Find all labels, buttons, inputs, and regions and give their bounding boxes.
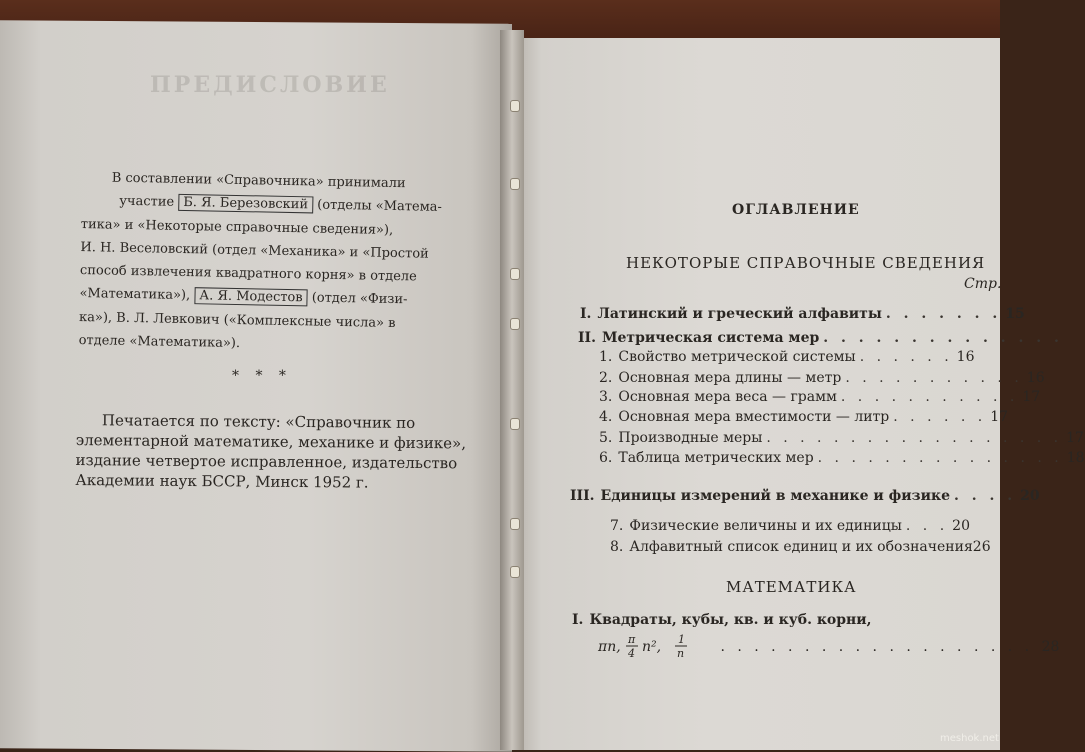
section-heading-math: МАТЕМАТИКА xyxy=(726,578,857,596)
toc-entry-title: Основная мера веса — грамм xyxy=(618,389,837,405)
toc-entry-title: Основная мера вместимости — литр xyxy=(618,409,890,425)
toc-entry-page: 16 xyxy=(956,349,975,365)
toc-entry xyxy=(599,349,974,365)
toc-entry-number: 1. xyxy=(599,349,613,365)
print-note-line: Академии наук БССР, Минск 1952 г. xyxy=(75,470,369,492)
asterism: * * * xyxy=(232,368,292,384)
toc-entry-page: 20 xyxy=(952,518,970,534)
toc-entry-title: Метрическая система мер xyxy=(601,330,820,346)
svg-text:πn,: πn, xyxy=(598,639,621,655)
book-spine xyxy=(500,30,524,750)
toc-entry-page: 16 xyxy=(1026,370,1045,386)
dot-leader: . . . . . . . . . . . xyxy=(845,370,1023,386)
svg-text:π: π xyxy=(628,633,636,646)
print-note-line: элементарной математике, механике и физике», xyxy=(75,430,467,453)
dot-leader: . . . . . . xyxy=(893,409,987,425)
binding-stitch xyxy=(510,518,520,530)
binding-stitch xyxy=(510,100,520,112)
svg-text:1: 1 xyxy=(678,633,685,646)
toc-entry-title: Алфавитный список единиц и их обозначения xyxy=(629,539,973,555)
toc-title: ОГЛАВЛЕНИЕ xyxy=(732,202,860,218)
toc-entry-page: 17 xyxy=(990,409,1009,425)
credits-line: «Математика»), xyxy=(79,286,191,304)
dot-leader: . . . . . . . . . . . . . . . xyxy=(817,450,1063,466)
toc-entry xyxy=(610,518,970,534)
toc-entry-number: I. xyxy=(572,612,584,628)
svg-text:4: 4 xyxy=(628,647,635,660)
print-note-line: издание четвертое исправленное, издательство xyxy=(75,450,458,473)
dot-leader: . . . . xyxy=(953,488,1017,504)
print-note xyxy=(75,410,496,494)
toc-entry xyxy=(599,430,1084,446)
toc-entry xyxy=(599,409,1008,425)
toc-entry-title: Квадраты, кубы, кв. и куб. корни, xyxy=(589,612,872,628)
toc-entry-title: Свойство метрической системы xyxy=(618,349,856,365)
show-through-text: ПРЕДИСЛОВИЕ xyxy=(150,72,390,98)
dot-leader: . . . . . . . xyxy=(885,306,1002,322)
toc-entry xyxy=(570,488,1040,504)
dot-leader: . . . . . . . . . . . . . . . . . . . xyxy=(720,639,1034,655)
credits-line: отделе «Математика»). xyxy=(78,333,241,352)
toc-entry-page: 20 xyxy=(1020,488,1040,504)
left-page xyxy=(0,20,512,752)
binding-stitch xyxy=(510,268,520,280)
toc-entry-number: 6. xyxy=(599,450,613,466)
credits-line: ка»), В. Л. Левкович («Комплексные числа» в xyxy=(78,309,396,331)
page-column-label: Стр. xyxy=(964,276,1002,292)
dot-leader: . . . . . . . . . . . xyxy=(840,389,1019,405)
toc-entry-number: 8. xyxy=(610,539,624,555)
toc-entry-title: Единицы измерений в механике и физике xyxy=(600,488,950,504)
dot-leader: . . . xyxy=(905,518,949,534)
toc-entry-title: Таблица метрических мер xyxy=(618,450,814,466)
formula-line xyxy=(598,632,1059,662)
toc-entry xyxy=(599,389,1040,405)
toc-entry-page: 17 xyxy=(1022,389,1041,405)
toc-entry-number: 5. xyxy=(599,430,613,446)
credits-line: (отдел «Физи- xyxy=(311,290,408,308)
toc-entry-number: II. xyxy=(578,330,596,346)
toc-entry-page: 26 xyxy=(972,539,991,555)
credits-line: (отделы «Матема- xyxy=(317,197,443,216)
toc-entry xyxy=(580,306,1025,322)
toc-entry xyxy=(599,370,1045,386)
boxed-name-berezovsky: Б. Я. Березовский xyxy=(178,194,313,214)
toc-entry-page: 17 xyxy=(1066,430,1084,446)
section-heading: НЕКОТОРЫЕ СПРАВОЧНЫЕ СВЕДЕНИЯ xyxy=(626,254,986,272)
toc-entry-number: 4. xyxy=(599,409,613,425)
svg-text:n²,: n², xyxy=(642,639,662,655)
boxed-name-modestov: А. Я. Модестов xyxy=(194,288,308,307)
toc-entry-number: 2. xyxy=(599,370,613,386)
credits-line: В составлении «Справочника» принимали xyxy=(111,170,406,192)
binding-stitch xyxy=(510,566,520,578)
binding-stitch xyxy=(510,418,520,430)
binding-stitch xyxy=(510,318,520,330)
credits-paragraph xyxy=(78,166,462,360)
credits-line: способ извлечения квадратного корня» в отделе xyxy=(79,263,417,285)
svg-text:n: n xyxy=(677,647,685,660)
credits-line: И. Н. Веселовский (отдел «Механика» и «Простой xyxy=(80,239,429,262)
toc-entry-title: Латинский и греческий алфавиты xyxy=(597,306,882,322)
toc-entry xyxy=(610,539,991,555)
toc-entry-page: 15 xyxy=(1005,306,1025,322)
toc-entry-number: 3. xyxy=(599,389,613,405)
credits-line: участие xyxy=(119,194,175,211)
dot-leader: . . . . . . . . . . . . . . xyxy=(823,330,1063,346)
dot-leader: . . . . . . . . . . . . . . . . . . xyxy=(766,430,1063,446)
toc-entry-page: 18 xyxy=(1066,450,1085,466)
toc-entry xyxy=(578,330,1067,346)
toc-entry-number: III. xyxy=(570,488,595,504)
watermark: meshok.net xyxy=(940,733,999,744)
toc-entry-title: Основная мера длины — метр xyxy=(618,370,842,386)
toc-entry-number: I. xyxy=(580,306,592,322)
binding-stitch xyxy=(510,178,520,190)
formula-math xyxy=(598,632,708,662)
toc-entry xyxy=(599,450,1085,466)
toc-entry-title: Производные меры xyxy=(618,430,763,446)
toc-entry-title: Физические величины и их единицы xyxy=(629,518,902,534)
toc-entry-number: 7. xyxy=(610,518,624,534)
credits-line: тика» и «Некоторые справочные сведения»), xyxy=(80,216,394,238)
dot-leader: . . . . . . xyxy=(859,349,953,365)
toc-entry xyxy=(572,612,872,628)
toc-entry-page: 28 xyxy=(1041,639,1060,655)
print-note-line: Печатается по тексту: «Справочник по xyxy=(101,411,416,432)
